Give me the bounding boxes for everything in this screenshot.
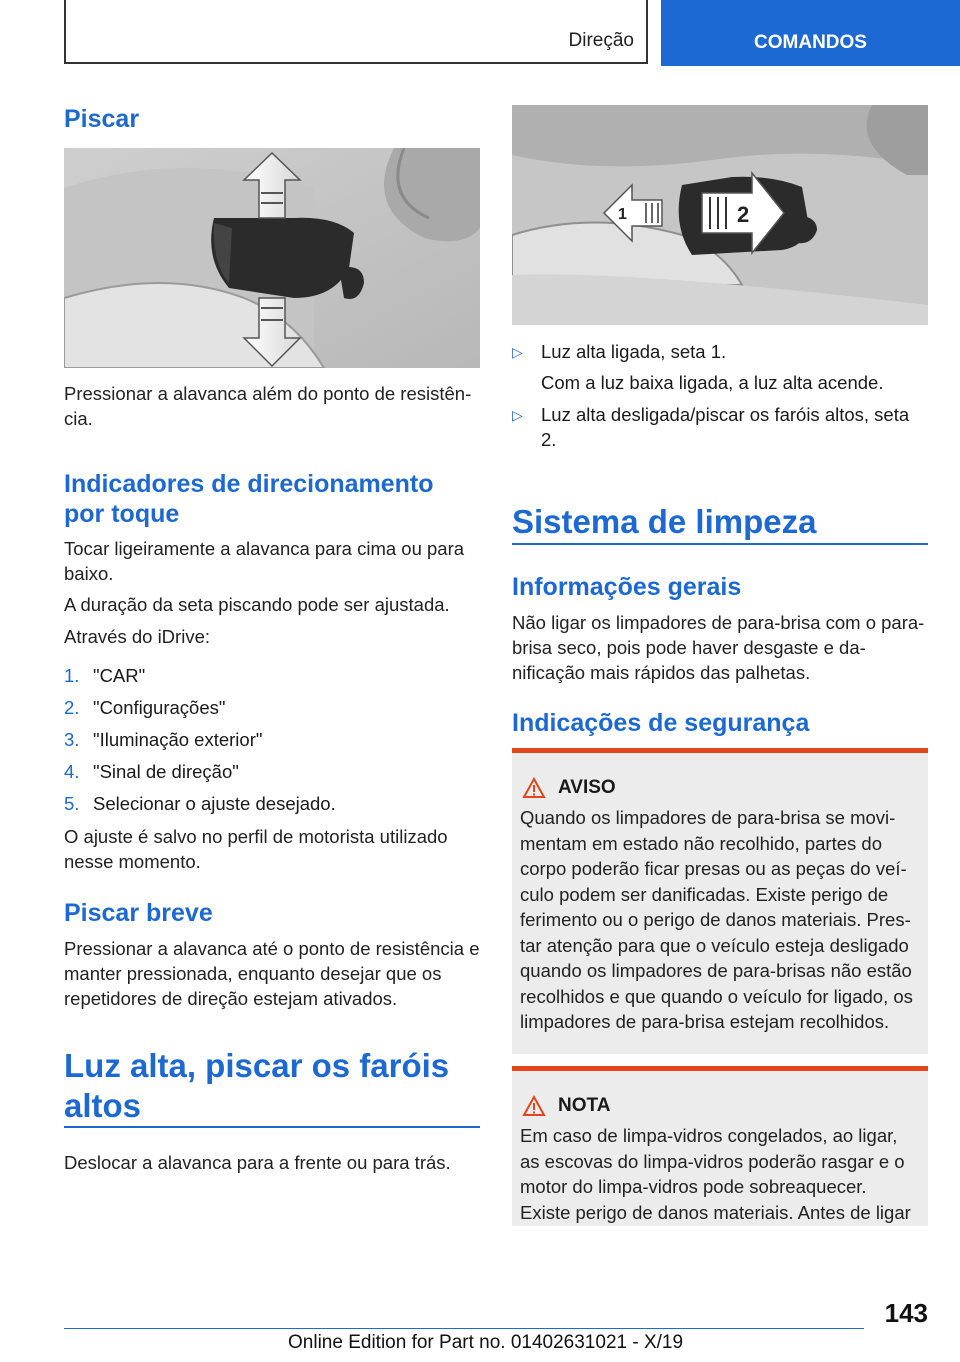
luz-alta-bullets [512,339,928,459]
warning-box-nota [512,1066,928,1226]
heading-indicacoes-seguranca: Indicações de segurança [512,709,810,737]
stalk-illustration [512,105,928,325]
footer-edition: Online Edition for Part no. 01402631021 - X/19 [288,1332,684,1353]
note-title: NOTA [558,1095,611,1116]
heading-indicadores: Indicadores de direcionamento por toque [64,470,434,528]
heading-luz-alta: Luz alta, piscar os faróis altos [64,1047,450,1124]
list-item [64,759,480,784]
warning-text: Quando os limpadores de para-brisa se movimentam em estado não recolhido, partes do corpo poderão ficar presas ou as peças do veículo podem ser danificadas. Existe perigo de ferimento ou o perigo de danos materiais. Prestar atenção para que o veículo esteja desligado quando os limpadores de para-brisas não estão recolhidos e que quando o veículo for ligado, os limpadores de para-brisa estejam recolhidos. [520,807,913,1032]
piscar-breve-text: Pressionar a alavanca até o ponto de resistência e manter pressionada, enquanto desejar que os repetidores de direção estejam ativados. [64,938,480,1009]
step-text: "CAR" [93,665,146,686]
list-item [64,727,480,752]
list-item [64,663,480,688]
indicadores-p2: A duração da seta piscando pode ser ajustada. [64,594,450,615]
list-item [512,339,928,395]
figure-stalk-up-down [64,148,480,368]
heading-piscar-breve: Piscar breve [64,899,213,927]
step-number: 4. [64,761,80,782]
figure-stalk-forward-back [512,105,928,325]
section-title: Direção [568,30,634,51]
idrive-steps-list [64,663,480,823]
header-frame [64,0,648,64]
step-number: 2. [64,697,80,718]
heading-rule [64,1126,480,1128]
indicadores-p1: Tocar ligeiramente a alavanca para cima ou para baixo. [64,538,465,584]
arrow-label-2: 2 [737,202,750,227]
piscar-text: Pressionar a alavanca além do ponto de resistência. [64,383,472,429]
warning-title: AVISO [558,777,616,798]
step-number: 5. [64,793,80,814]
heading-piscar: Piscar [64,105,140,133]
arrow-label-1: 1 [618,206,627,223]
triangle-bullet-icon: ▷ [512,407,523,423]
step-text: "Configurações" [93,697,226,718]
list-item [64,791,480,816]
note-text: Em caso de limpa-vidros congelados, ao ligar, as escovas do limpa-vidros poderão rasgar e o motor do limpa-vidros pode sobreaquecer. Existe perigo de danos materiais. Antes de ligar [520,1125,911,1223]
warning-box-aviso [512,748,928,1054]
luz-alta-text: Deslocar a alavanca para a frente ou para trás. [64,1152,451,1173]
step-text: Selecionar o ajuste desejado. [93,793,336,814]
list-item [64,695,480,720]
warning-triangle-icon [522,1095,546,1117]
bullet-subtext: Com a luz baixa ligada, a luz alta acende. [541,372,884,393]
heading-sistema-limpeza: Sistema de limpeza [512,503,817,540]
heading-informacoes-gerais: Informações gerais [512,573,742,601]
step-text: "Sinal de direção" [93,761,239,782]
bullet-text: Luz alta desligada/piscar os faróis altos, seta 2. [541,404,910,450]
bullet-text: Luz alta ligada, seta 1. [541,341,727,362]
stalk-illustration [64,148,480,368]
indicadores-p4: O ajuste é salvo no perfil de motorista utilizado nesse momento. [64,826,448,872]
heading-rule [512,543,928,545]
step-text: "Iluminação exterior" [93,729,263,750]
list-item [512,402,928,452]
step-number: 1. [64,665,80,686]
chapter-tab: COMANDOS [661,0,960,66]
warning-triangle-icon [522,777,546,799]
indicadores-p3: Através do iDrive: [64,626,210,647]
triangle-bullet-icon: ▷ [512,344,523,360]
informacoes-text: Não ligar os limpadores de para-brisa com o para-brisa seco, pois pode haver desgaste e danificação mais rápidos das palhetas. [512,612,925,683]
step-number: 3. [64,729,80,750]
page-number: 143 [884,1298,928,1328]
footer-rule [64,1328,864,1329]
